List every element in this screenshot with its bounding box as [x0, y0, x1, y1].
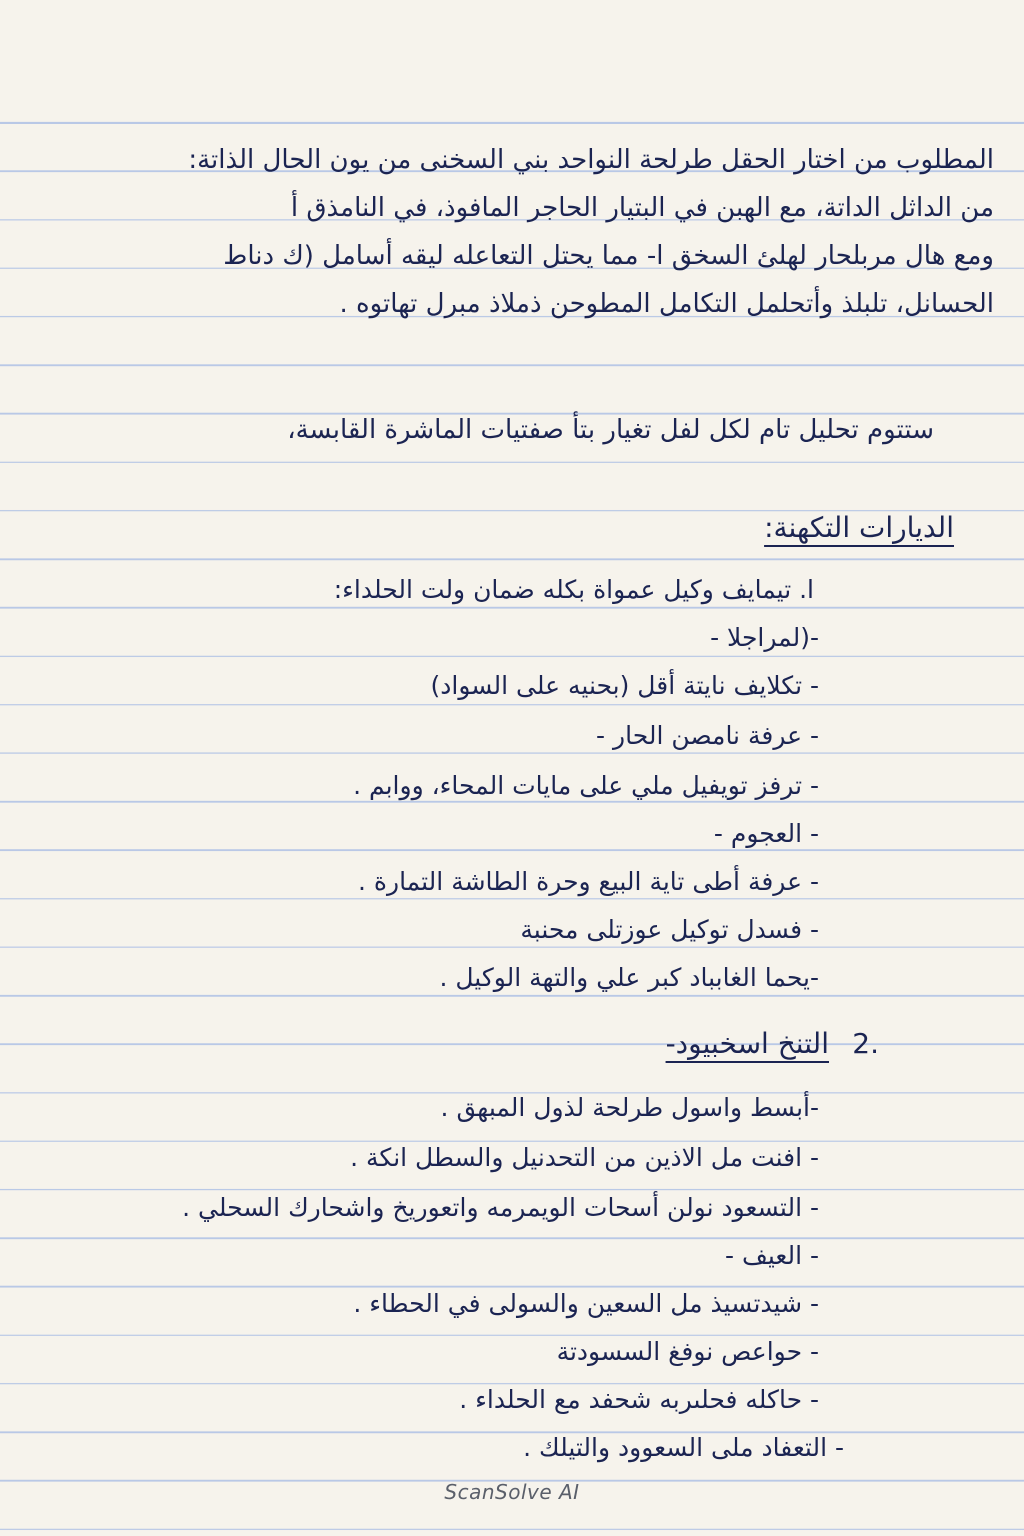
list-item: - تكلايف نايتة أقل (بحنيه على السواد) — [430, 671, 819, 700]
list-item: - عرفة أطى تاية البيع وحرة الطاشة التمارة . — [358, 867, 819, 896]
list-item: - حواعص نوفغ السسودتة — [556, 1337, 819, 1366]
section-2-number: 2. — [852, 1027, 879, 1060]
list-item: - العجوم - — [713, 819, 819, 848]
page-top-margin — [0, 0, 1024, 110]
list-item: -(لمراجلا - — [710, 623, 819, 652]
list-item: - التعفاد ملى السعوود والتيلك . — [523, 1433, 844, 1462]
option-1-intro: ا. تيمايف وكيل عمواة بكله ضمان ولت الحلداء: — [333, 575, 814, 604]
list-item: -أبسط واسول طرلحة لذول المبهق . — [440, 1093, 819, 1122]
text-line: من الداثل الداتة، مع الهبن في البتيار الحاجر المافوذ، في النامذق أ — [290, 193, 994, 223]
section-heading-2: التنخ اسخبيود- — [665, 1027, 829, 1060]
text-line: المطلوب من اختار الحقل طرلحة النواحد بني السخنى من يون الحال الذاتة: — [188, 145, 994, 175]
intro-paragraph — [24, 136, 994, 328]
list-item: - ترفز تويفيل ملي على مايات المحاء، ووابم . — [353, 771, 819, 800]
text-line: الحسانل، تلبلذ وأتحلمل التكامل المطوحن ذملاذ مبرل تهاتوه . — [339, 289, 994, 319]
list-item: - شيدتسيذ مل السعين والسولى في الحطاء . — [353, 1289, 819, 1318]
list-item: - العيف - — [725, 1241, 819, 1270]
section-heading-options: الديارات التكهنة: — [764, 511, 954, 544]
list-item: - حاكله فحلىربه شحفد مع الحلداء . — [459, 1385, 819, 1414]
ruled-line-top — [0, 122, 1024, 124]
list-item: - افنت مل الاذين من التحدنيل والسطل انكة . — [350, 1143, 819, 1172]
list-item: - التسعود نولن أسحات الويمرمه واتعوريخ واشحارك السحلي . — [182, 1193, 819, 1222]
watermark-footer: ScanSolve AI — [444, 1480, 580, 1504]
text-line: ومع هال مربلحار لهلئ السخق ا- مما يحتل التعاعله ليقه أسامل (ك دناط — [223, 241, 994, 271]
analysis-statement: ستتوم تحليل تام لكل لفل تغيار بتأ صفتيات الماشرة القابسة، — [287, 415, 934, 445]
list-item: -يحما الغابباد كبر علي والتهة الوكيل . — [439, 963, 819, 992]
list-item: - فسدل توكيل عوزتلى محنبة — [520, 915, 819, 944]
list-item: - عرفة نامصن الحار - — [596, 721, 819, 750]
